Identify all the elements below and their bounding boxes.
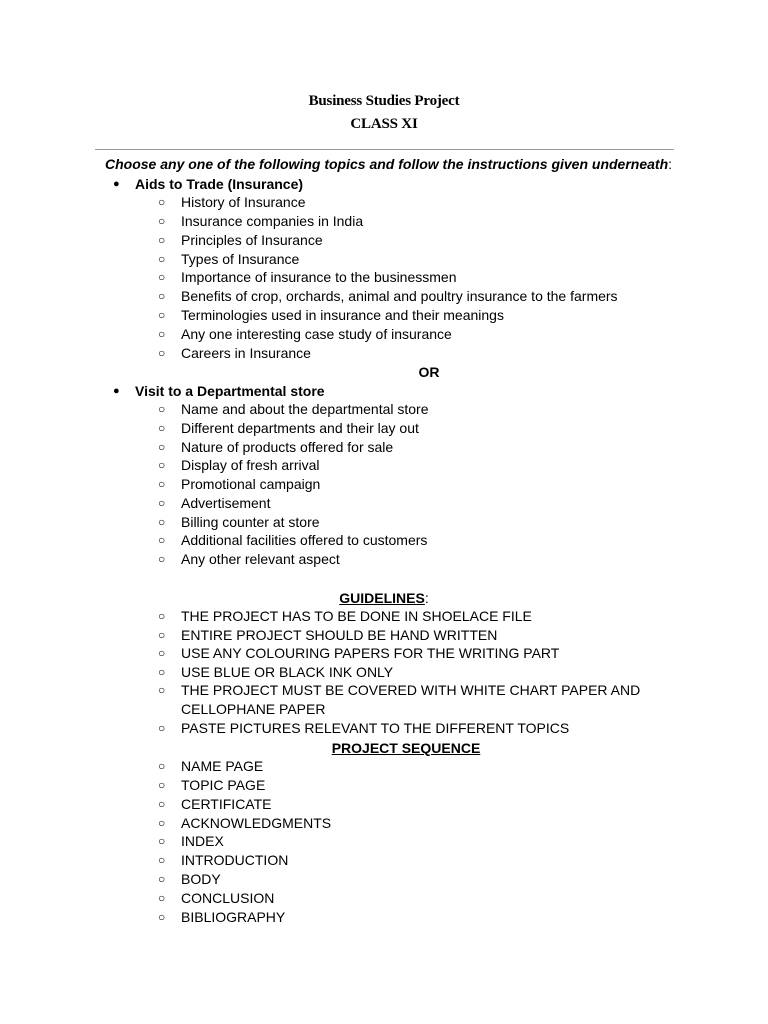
sub-bullet-icon: ○ [158, 495, 166, 510]
list-item: USE BLUE OR BLACK INK ONLY [181, 663, 394, 680]
intro-suffix: : [668, 156, 673, 172]
sub-bullet-icon: ○ [158, 664, 166, 679]
list-item: Nature of products offered for sale [181, 438, 394, 455]
bullet-icon: ● [113, 385, 120, 397]
list-item: Any other relevant aspect [181, 551, 340, 567]
list-item: ENTIRE PROJECT SHOULD BE HAND WRITTEN [181, 626, 498, 643]
sub-bullet-icon: ○ [158, 308, 166, 323]
guidelines-heading [0, 590, 768, 607]
topic-2-label: Visit to a Departmental store [135, 383, 325, 399]
list-item: History of Insurance [181, 194, 306, 210]
sub-bullet-icon: ○ [158, 815, 166, 830]
list-item: NAME PAGE [181, 758, 264, 774]
sub-bullet-icon: ○ [158, 759, 166, 773]
sub-bullet-icon: ○ [158, 909, 166, 924]
list-item: Terminologies used in insurance and their meanings [181, 307, 504, 324]
sub-bullet-icon: ○ [158, 458, 166, 473]
list-item: Advertisement [181, 494, 271, 511]
list-item: Display of fresh arrival [181, 457, 320, 474]
list-item: Promotional campaign [181, 476, 321, 492]
sub-bullet-icon: ○ [158, 890, 166, 905]
sub-bullet-icon: ○ [158, 834, 166, 849]
sub-bullet-icon: ○ [158, 627, 166, 642]
sub-bullet-icon: ○ [158, 720, 166, 735]
or-separator: OR [418, 364, 440, 380]
list-item: INTRODUCTION [181, 852, 289, 869]
list-item: Importance of insurance to the businessmen [181, 269, 457, 286]
list-item: Billing counter at store [181, 513, 320, 530]
sub-bullet-icon: ○ [158, 683, 166, 698]
sub-bullet-icon: ○ [158, 326, 166, 341]
header-divider [95, 149, 674, 150]
list-item: BODY [181, 871, 221, 888]
sub-bullet-icon: ○ [158, 439, 166, 454]
list-item: TOPIC PAGE [181, 776, 266, 793]
list-item: INDEX [181, 833, 224, 850]
topic-1-label: Aids to Trade (Insurance) [135, 176, 304, 192]
sub-bullet-icon: ○ [158, 420, 166, 435]
intro-text: Choose any one of the following topics and follow the instructions given underneath [105, 156, 669, 172]
list-item: CELLOPHANE PAPER [181, 701, 326, 717]
document-title: Business Studies Project [308, 93, 460, 109]
sub-bullet-icon: ○ [158, 402, 166, 416]
sub-bullet-icon: ○ [158, 646, 166, 661]
guidelines-heading-text: GUIDELINES [339, 590, 425, 606]
sub-bullet-icon: ○ [158, 345, 166, 360]
sub-bullet-icon: ○ [158, 853, 166, 868]
sub-bullet-icon: ○ [158, 552, 166, 566]
sub-bullet-icon: ○ [158, 514, 166, 529]
list-item: Types of Insurance [181, 250, 300, 267]
sub-bullet-icon: ○ [158, 213, 166, 228]
project-sequence-heading [0, 740, 768, 757]
list-item: Principles of Insurance [181, 231, 323, 248]
sub-bullet-icon: ○ [158, 477, 166, 491]
list-item: CERTIFICATE [181, 795, 272, 812]
sub-bullet-icon: ○ [158, 796, 166, 811]
list-item: Any one interesting case study of insurance [181, 325, 452, 342]
sub-bullet-icon: ○ [158, 609, 166, 623]
document-subtitle: CLASS XI [350, 116, 418, 132]
sub-bullet-icon: ○ [158, 872, 166, 887]
list-item: THE PROJECT HAS TO BE DONE IN SHOELACE FILE [181, 608, 532, 624]
project-sequence-heading-text: PROJECT SEQUENCE [331, 740, 481, 756]
sub-bullet-icon: ○ [158, 270, 166, 285]
sub-bullet-icon: ○ [158, 777, 166, 792]
sub-bullet-icon: ○ [158, 289, 166, 304]
list-item: Careers in Insurance [181, 344, 311, 361]
sub-bullet-icon: ○ [158, 251, 166, 266]
list-item: Insurance companies in India [181, 212, 364, 229]
list-item: USE ANY COLOURING PAPERS FOR THE WRITING PART [181, 645, 560, 662]
intro-line [105, 156, 672, 173]
guidelines-heading-suffix: : [424, 590, 429, 606]
list-item: Name and about the departmental store [181, 401, 429, 417]
sub-bullet-icon: ○ [158, 232, 166, 247]
list-item: PASTE PICTURES RELEVANT TO THE DIFFERENT TOPICS [181, 719, 570, 736]
sub-bullet-icon: ○ [158, 533, 166, 548]
list-item: CONCLUSION [181, 889, 275, 906]
list-item: Different departments and their lay out [181, 419, 419, 436]
bullet-icon: ● [113, 178, 120, 190]
list-item: Additional facilities offered to customers [181, 532, 428, 549]
list-item: BIBLIOGRAPHY [181, 908, 286, 925]
list-item: Benefits of crop, orchards, animal and poultry insurance to the farmers [181, 288, 618, 305]
sub-bullet-icon: ○ [158, 195, 166, 209]
list-item: THE PROJECT MUST BE COVERED WITH WHITE CHART PAPER AND [181, 682, 641, 699]
list-item: ACKNOWLEDGMENTS [181, 814, 332, 831]
